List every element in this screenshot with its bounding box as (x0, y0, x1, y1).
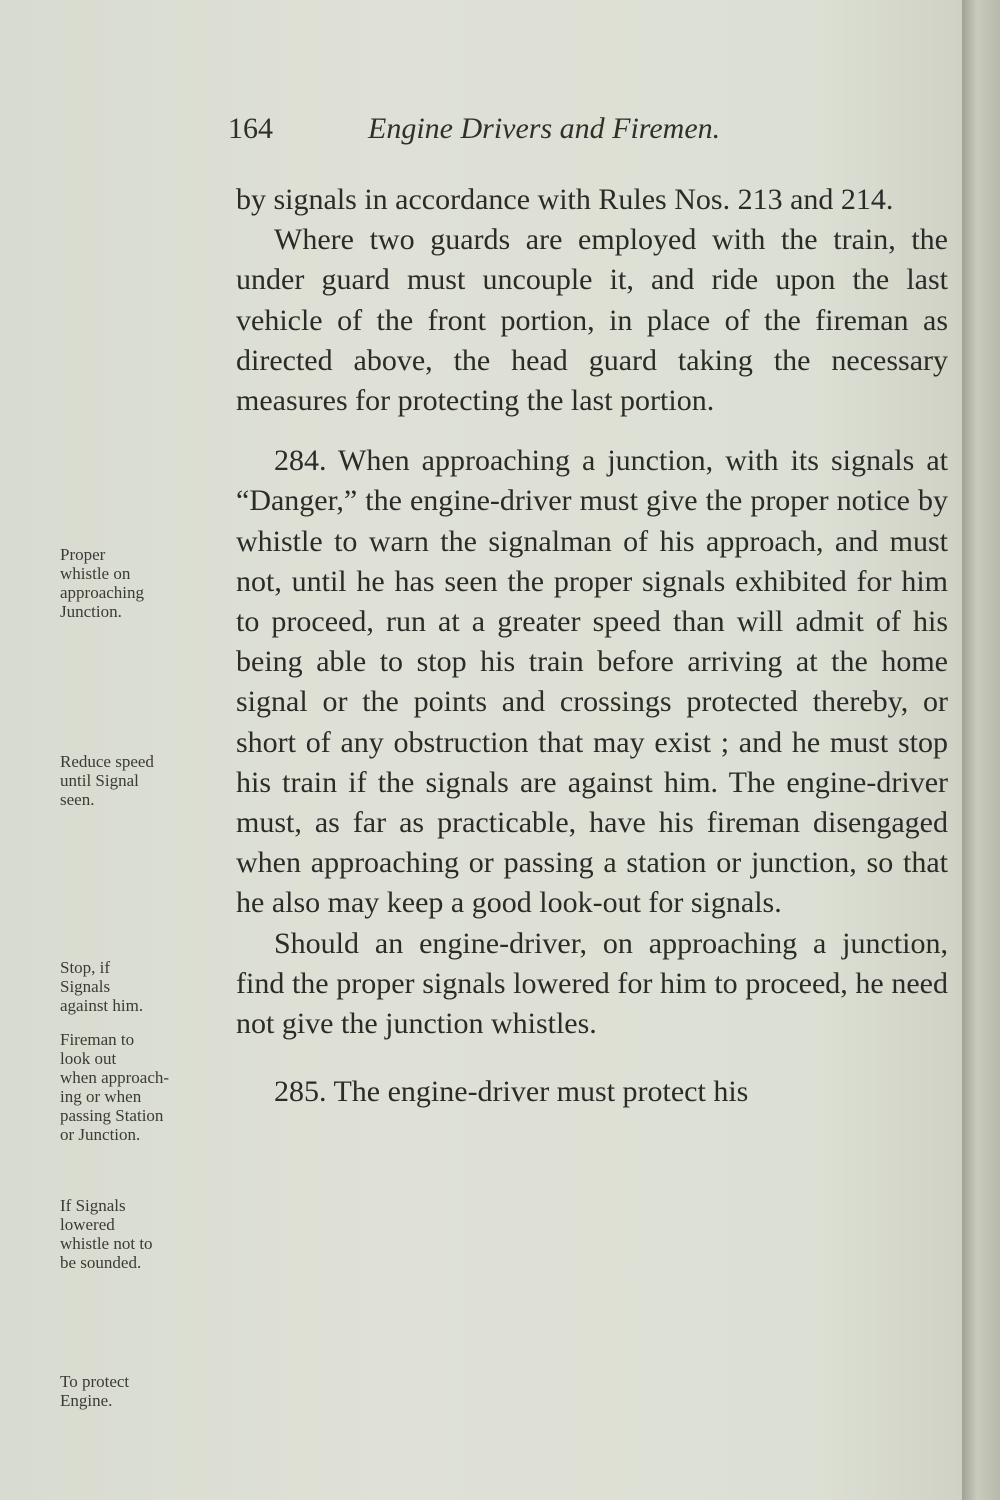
running-title: Engine Drivers and Firemen. (368, 112, 721, 145)
margin-note-reduce-speed: Reduce speed until Signal seen. (60, 752, 154, 809)
paragraph-continued: by signals in accordance with Rules Nos. 213 and 214. (236, 183, 894, 216)
paragraph-rule-285: 285. The engine-driver must protect his (274, 1075, 749, 1109)
paragraph-signals-lowered: Should an engine-driver, on approaching a junction, find the proper signals lowered for him to proceed, he need not give the junction whistles. (236, 926, 948, 1041)
page-header (228, 112, 818, 152)
page-number: 164 (228, 112, 273, 145)
margin-note-protect-engine: To protect Engine. (60, 1372, 130, 1410)
margin-note-stop-if-signals: Stop, if Signals against him. (60, 958, 144, 1015)
margin-note-signals-lowered: If Signals lowered whistle not to be sounded. (60, 1196, 153, 1272)
body-text (236, 180, 948, 1112)
paragraph-two-guards: Where two guards are employed with the train, the under guard must uncouple it, and ride upon the last vehicle of the front portion, in place of the fireman as directed above, the head guard taking the necessary measures for protecting the last portion. (236, 223, 948, 418)
page-edge (962, 0, 1000, 1500)
margin-note-fireman-look-out: Fireman to look out when approach- ing or when passing Station or Junction. (60, 1030, 170, 1144)
paragraph-rule-284: 284. When approaching a junction, with its signals at “Danger,” the engine-driver must give the proper notice by whistle to warn the signalman of his approach, and must not, until he has seen the proper signals exhibited for him to proceed, run at a greater speed than will admit of his being able to stop his train before arriving at the home signal or the points and crossings protected thereby, or short of any obstruction that may exist ; and he must stop his train if the signals are against him. The engine-driver must, as far as practicable, have his fireman disengaged when approaching or passing a station or junction, so that he also may keep a good look-out for signals. (236, 444, 948, 920)
margin-note-proper-whistle: Proper whistle on approaching Junction. (60, 545, 145, 621)
